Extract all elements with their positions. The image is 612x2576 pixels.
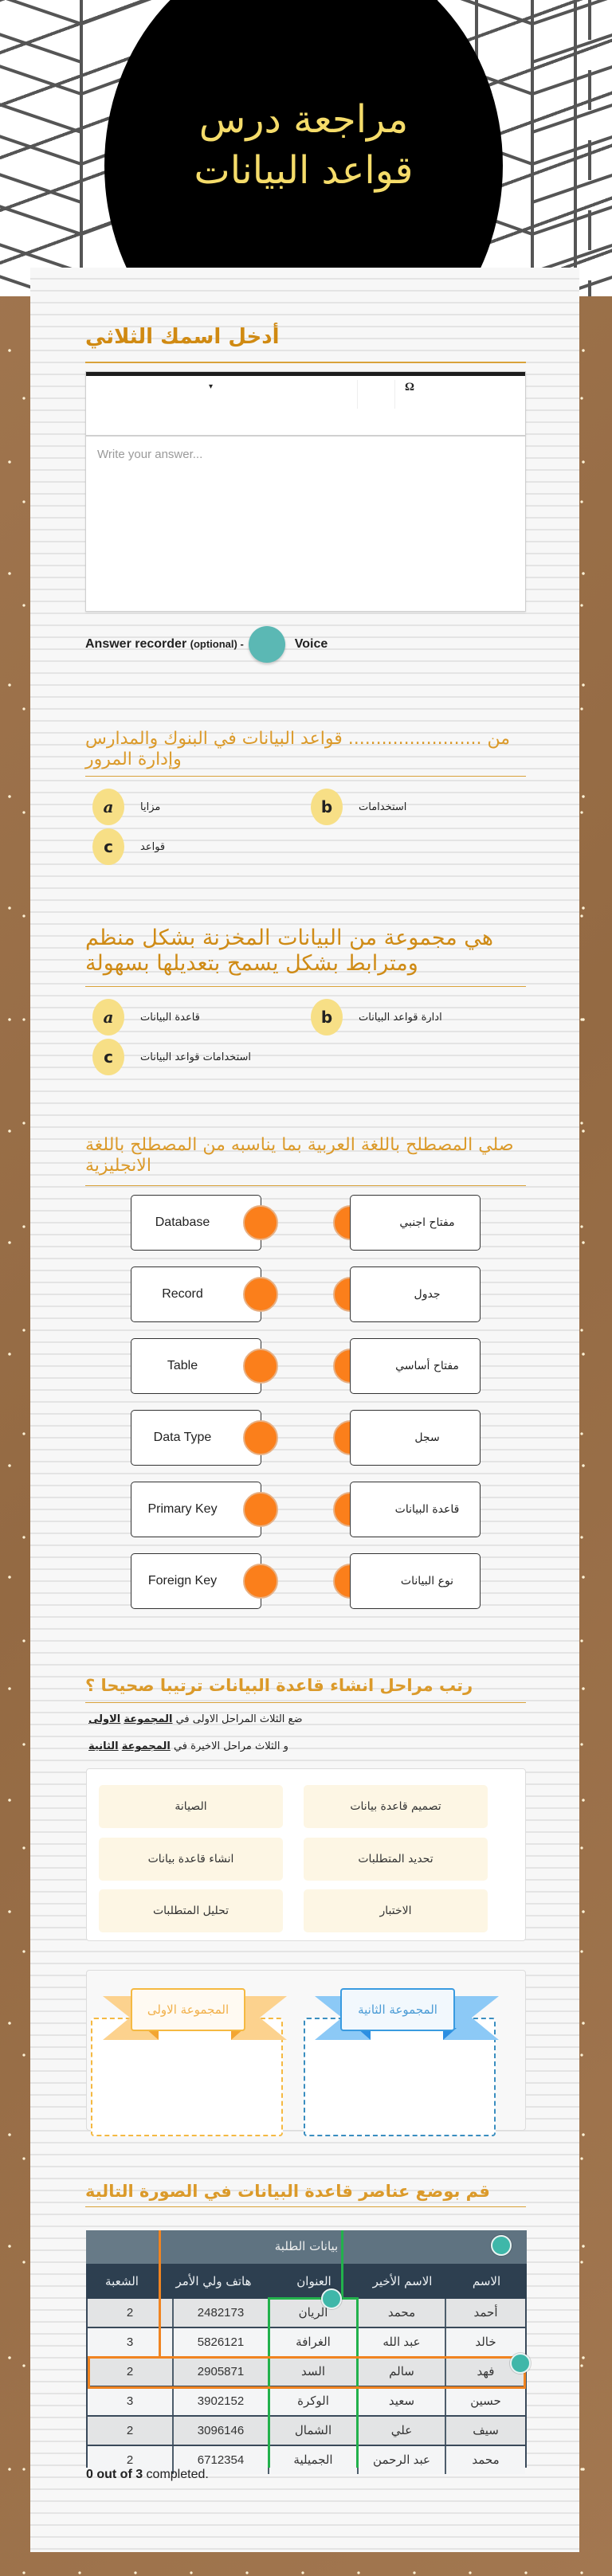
cell: 3096146 — [174, 2417, 269, 2445]
hotspot-marker[interactable] — [510, 2353, 531, 2374]
option-letter-c: c — [92, 1039, 124, 1075]
cell: 3 — [88, 2328, 174, 2356]
column-header: هاتف ولي الأمر — [175, 2274, 252, 2288]
q1-divider — [85, 362, 526, 363]
page-title-line1: مراجعة درس — [198, 97, 409, 142]
match-left-dot[interactable] — [243, 1492, 278, 1527]
match-left-dot[interactable] — [243, 1205, 278, 1240]
voice-label: Voice — [294, 637, 328, 651]
q3-title: هي مجموعة من البيانات المخزنة بشكل منظم ومترابط بشكل يسمح بتعديلها بسهولة — [85, 926, 494, 976]
match-right-foreign-key[interactable]: مفتاح اجنبي — [350, 1195, 481, 1251]
page-title — [104, 94, 503, 196]
q2-option-a[interactable] — [92, 789, 160, 825]
cell: محمد — [472, 2453, 500, 2467]
row-highlight-orange — [88, 2356, 526, 2389]
group-drop-container — [86, 1970, 526, 2131]
table-header-row — [86, 2264, 527, 2299]
sortable-items-container — [86, 1768, 526, 1941]
editor-toolbar — [86, 376, 525, 437]
option-letter-c: c — [92, 828, 124, 865]
sort-item[interactable]: انشاء قاعدة بيانات — [99, 1838, 283, 1881]
match-right-database[interactable]: قاعدة البيانات — [350, 1482, 481, 1537]
cell: 2 — [88, 2299, 174, 2327]
cell: خالد — [475, 2335, 496, 2349]
q5-title: رتب مراحل انشاء قاعدة البيانات ترتيبا صحيحا ؟ — [85, 1676, 473, 1695]
column-header: الاسم — [472, 2274, 501, 2288]
option-text: قواعد — [140, 840, 166, 853]
toolbar-button[interactable] — [358, 376, 394, 408]
cell: حسين — [470, 2394, 501, 2408]
cell: 2905871 — [174, 2358, 269, 2386]
cell: 2 — [88, 2417, 174, 2445]
q2-option-c[interactable] — [92, 828, 165, 865]
match-left-primary-key[interactable]: Primary Key — [131, 1482, 261, 1537]
cell: عبد الله — [359, 2328, 446, 2356]
cell: محمد — [359, 2299, 446, 2327]
option-text: استخدامات قواعد البيانات — [140, 1051, 252, 1063]
caption-left-cell — [86, 2230, 158, 2264]
option-text: استخدامات — [359, 801, 407, 813]
q3-divider — [85, 986, 526, 987]
match-right-primary-key[interactable]: مفتاح أساسي — [350, 1338, 481, 1394]
hotspot-marker[interactable] — [321, 2288, 342, 2309]
cell: 5826121 — [174, 2328, 269, 2356]
answer-recorder — [85, 634, 328, 655]
match-left-table[interactable]: Table — [131, 1338, 261, 1394]
cell: 2 — [88, 2358, 174, 2386]
format-dropdown[interactable] — [86, 376, 357, 408]
q3-option-b[interactable] — [311, 999, 442, 1035]
answer-editor — [85, 371, 526, 612]
hotspot-marker[interactable] — [491, 2235, 512, 2256]
match-left-dot[interactable] — [243, 1420, 278, 1455]
match-left-foreign-key[interactable]: Foreign Key — [131, 1553, 261, 1609]
option-letter-b: b — [311, 999, 343, 1035]
cell: 3902152 — [174, 2387, 269, 2415]
match-left-dot[interactable] — [243, 1277, 278, 1312]
cell: 6712354 — [174, 2446, 269, 2474]
cell: الجميلية — [269, 2446, 359, 2474]
q2-divider — [85, 776, 526, 777]
instruction-line-1: ضع الثلاث المراحل الاولى في المجموعة الاولى — [88, 1713, 303, 1725]
cell: الشمال — [269, 2417, 359, 2445]
cell: الغرافة — [269, 2328, 359, 2356]
match-left-dot[interactable] — [243, 1564, 278, 1599]
page-title-line2: قواعد البيانات — [194, 148, 414, 193]
option-letter-a: a — [92, 999, 124, 1035]
group2-label: المجموعة الثانية — [340, 1988, 455, 2031]
cell: 2 — [88, 2446, 174, 2474]
option-letter-b: b — [311, 789, 343, 825]
column-header: الاسم الأخير — [372, 2274, 433, 2288]
record-voice-button[interactable] — [249, 626, 285, 663]
q5-divider — [85, 1702, 526, 1703]
q4-divider — [85, 1185, 526, 1186]
chevron-down-icon: ▾ — [209, 382, 214, 391]
cell: عبد الرحمن — [359, 2446, 446, 2474]
toolbar-separator — [394, 380, 395, 409]
group1-label: المجموعة الاولى — [131, 1988, 245, 2031]
answer-input[interactable] — [86, 438, 525, 610]
column-header: الشعبة — [105, 2274, 139, 2288]
cell: علي — [359, 2417, 446, 2445]
cell: الريان — [269, 2299, 359, 2327]
orange-leader-line — [159, 2230, 161, 2358]
match-right-record[interactable]: سجل — [350, 1410, 481, 1466]
match-left-dot[interactable] — [243, 1349, 278, 1384]
q3-option-a[interactable] — [92, 999, 200, 1035]
cell: 2482173 — [174, 2299, 269, 2327]
match-right-data-type[interactable]: نوع البيانات — [350, 1553, 481, 1609]
q6-title: قم بوضع عناصر قاعدة البيانات في الصورة التالية — [85, 2182, 490, 2201]
option-text: مزايا — [140, 801, 161, 813]
q4-title: صلي المصطلح باللغة العربية بما يناسبه من المصطلح باللغة الانجليزية — [85, 1135, 514, 1176]
sort-item[interactable]: تحديد المتطلبات — [304, 1838, 488, 1881]
sort-item[interactable]: الاختبار — [304, 1889, 488, 1932]
sort-item[interactable]: تحليل المتطلبات — [99, 1889, 283, 1932]
option-text: ادارة قواعد البيانات — [359, 1011, 442, 1024]
q2-option-b[interactable] — [311, 789, 406, 825]
table-caption — [86, 2230, 527, 2264]
header-banner — [0, 0, 612, 296]
completion-status: 0 out of 3 completed. — [86, 2468, 209, 2481]
table-caption-text: بيانات الطلبة — [274, 2239, 339, 2253]
green-leader-line — [341, 2230, 343, 2297]
cell: فهد — [477, 2365, 495, 2378]
match-left-data-type[interactable]: Data Type — [131, 1410, 261, 1466]
instruction-line-2: و الثلاث مراحل الاخيرة في المجموعة الثانية — [88, 1740, 288, 1752]
student-data-table-image — [86, 2230, 527, 2468]
match-left-record[interactable]: Record — [131, 1266, 261, 1322]
cell: أحمد — [473, 2306, 498, 2320]
q6-divider — [85, 2206, 526, 2207]
sort-item[interactable]: الصيانة — [99, 1785, 283, 1828]
match-right-table[interactable]: جدول — [350, 1266, 481, 1322]
match-left-database[interactable]: Database — [131, 1195, 261, 1251]
q3-option-c[interactable] — [92, 1039, 251, 1075]
q2-title: من ........................ قواعد البيانات في البنوك والمدارس وإدارة المرور — [85, 729, 511, 769]
cell: سالم — [359, 2358, 446, 2386]
sort-item[interactable]: تصميم قاعدة بيانات — [304, 1785, 488, 1828]
cell: السد — [269, 2358, 359, 2386]
cell: 3 — [88, 2387, 174, 2415]
cell: سيف — [473, 2424, 499, 2437]
cell: الوكرة — [269, 2387, 359, 2415]
option-letter-a: a — [92, 789, 124, 825]
q1-title: أدخل اسمك الثلاثي — [85, 325, 280, 349]
column-header: العنوان — [296, 2274, 332, 2288]
special-character-icon[interactable]: Ω — [405, 381, 415, 393]
cell: سعيد — [359, 2387, 446, 2415]
recorder-label: Answer recorder (optional) - — [85, 637, 244, 651]
option-text: قاعدة البيانات — [140, 1011, 200, 1024]
